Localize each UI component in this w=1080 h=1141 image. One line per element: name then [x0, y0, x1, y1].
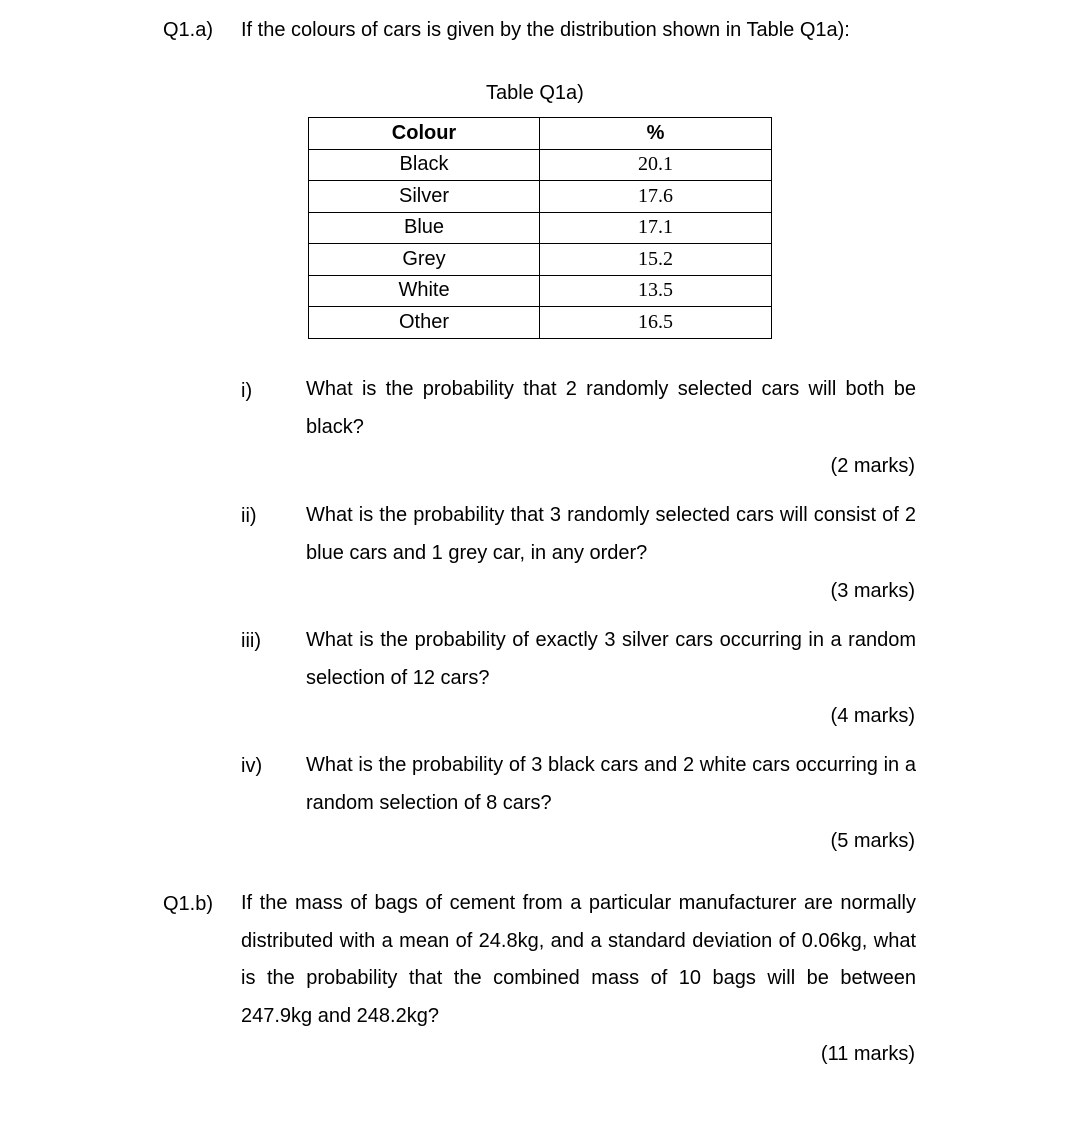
table-cell-percent: 13.5 [540, 275, 772, 307]
table-cell-percent: 20.1 [540, 149, 772, 181]
part-label-iii: iii) [241, 630, 261, 652]
table-row [309, 181, 772, 213]
question-label-q1b: Q1.b) [163, 893, 214, 915]
part-text-iv: What is the probability of 3 black cars and 2 white cars occurring in a random selection of 8 cars? [306, 754, 916, 814]
marks-i: (2 marks) [830, 455, 915, 477]
table-row [309, 244, 772, 276]
table-cell-colour: Blue [309, 212, 540, 244]
table-row [309, 212, 772, 244]
table-header-row [309, 118, 772, 150]
question-text-q1b: If the mass of bags of cement from a particular manufacturer are normally distributed with a mean of 24.8kg, and a standard deviation of 0.06kg, what is the probability that the combined mass of 10 bags will be between 247.9kg and 248.2kg? [241, 892, 916, 1027]
part-text-ii: What is the probability that 3 randomly selected cars will consist of 2 blue cars and 1 grey car, in any order? [306, 504, 916, 564]
colour-distribution-table [308, 117, 772, 339]
part-label-iv: iv) [241, 755, 263, 777]
table-caption: Table Q1a) [486, 82, 584, 104]
table-cell-percent: 17.6 [540, 181, 772, 213]
table-header-percent: % [540, 118, 772, 150]
table-cell-colour: Grey [309, 244, 540, 276]
part-text-iii: What is the probability of exactly 3 silver cars occurring in a random selection of 12 cars? [306, 629, 916, 689]
table-cell-percent: 17.1 [540, 212, 772, 244]
table-header-colour: Colour [309, 118, 540, 150]
question-intro-q1a: If the colours of cars is given by the distribution shown in Table Q1a): [241, 19, 850, 41]
part-label-ii: ii) [241, 505, 257, 527]
marks-iv: (5 marks) [830, 830, 915, 852]
table-cell-percent: 15.2 [540, 244, 772, 276]
table-cell-colour: Black [309, 149, 540, 181]
question-label-q1a: Q1.a) [163, 19, 214, 41]
marks-ii: (3 marks) [830, 580, 915, 602]
table-cell-colour: Other [309, 307, 540, 339]
marks-iii: (4 marks) [830, 705, 915, 727]
part-label-i: i) [241, 380, 253, 402]
part-text-i: What is the probability that 2 randomly selected cars will both be black? [306, 378, 916, 438]
table-cell-percent: 16.5 [540, 307, 772, 339]
table-row [309, 307, 772, 339]
table-row [309, 275, 772, 307]
table-cell-colour: White [309, 275, 540, 307]
marks-q1b: (11 marks) [820, 1043, 915, 1065]
table-cell-colour: Silver [309, 181, 540, 213]
table-row [309, 149, 772, 181]
